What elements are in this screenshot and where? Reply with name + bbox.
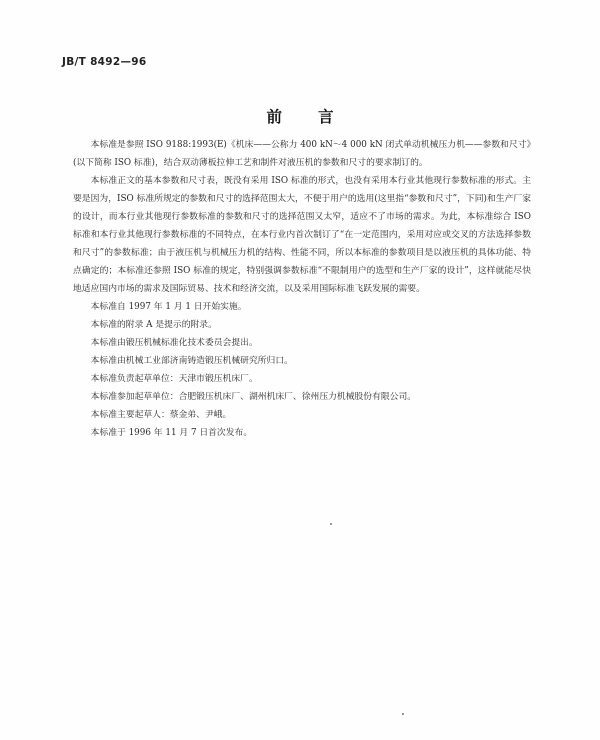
scan-speck [402, 713, 404, 715]
paragraph-co-drafters: 本标准参加起草单位：合肥锻压机床厂、湖州机床厂、徐州压力机械股份有限公司。 [90, 392, 417, 402]
paragraph-appendix: 本标准的附录 A 是提示的附录。 [90, 320, 217, 330]
paragraph-basis: 本标准是参照 ISO 9188:1993(E)《机床——公称力 400 kN～4 000 kN 闭式单动机械压力机——参数和尺寸》(以下简称 ISO 标准)，结合双动薄板拉伸工艺和制件对液压机的参数和尺寸的要求制订的。 [73, 140, 531, 168]
paragraph-effective-date: 本标准自 1997 年 1 月 1 日开始实施。 [90, 302, 247, 312]
paragraph-managed-by: 本标准由机械工业部济南铸造锻压机械研究所归口。 [90, 356, 293, 366]
page-title: 前言 [266, 108, 370, 126]
paragraph-proposed-by: 本标准由锻压机械标准化技术委员会提出。 [90, 338, 258, 348]
paragraph-table-explanation: 本标准正文的基本参数和尺寸表，既没有采用 ISO 标准的形式，也没有采用本行业其他现行参数标准的形式。主要是因为，ISO 标准所规定的参数和尺寸的选择范围太大，不便于用户的选用(这里指“参数和尺寸”，下同)和生产厂家的设计，而本行业其他现行参数标准的参数和尺寸的选择范围又太窄，适应不了市场的需求。为此，本标准综合 ISO 标准和本行业其他现行参数标准的不同特点，在本行业内首次制订了“在一定范围内，采用对应或交叉的方法选择参数和尺寸”的参数标准；由于液压机与机械压力机的结构、性能不同，所以本标准的参数项目是以液压机的具体功能、特点确定的；本标准还参照 ISO 标准的规定，特别强调参数标准“不限制用户的选型和生产厂家的设计”，这样就能尽快地适应国内市场的需求及国际贸易、技术和经济交流，以及采用国际标准飞跃发展的需要。 [73, 176, 531, 294]
paragraph-main-drafters: 本标准主要起草人：蔡金弟、尹峨。 [90, 410, 232, 420]
foreword-body [73, 136, 531, 442]
paragraph-first-issued: 本标准于 1996 年 11 月 7 日首次发布。 [90, 428, 253, 438]
standard-number: JB/T 8492—96 [62, 56, 147, 68]
paragraph-lead-drafter: 本标准负责起草单位：天津市锻压机床厂。 [90, 374, 258, 384]
scan-speck [330, 523, 332, 525]
